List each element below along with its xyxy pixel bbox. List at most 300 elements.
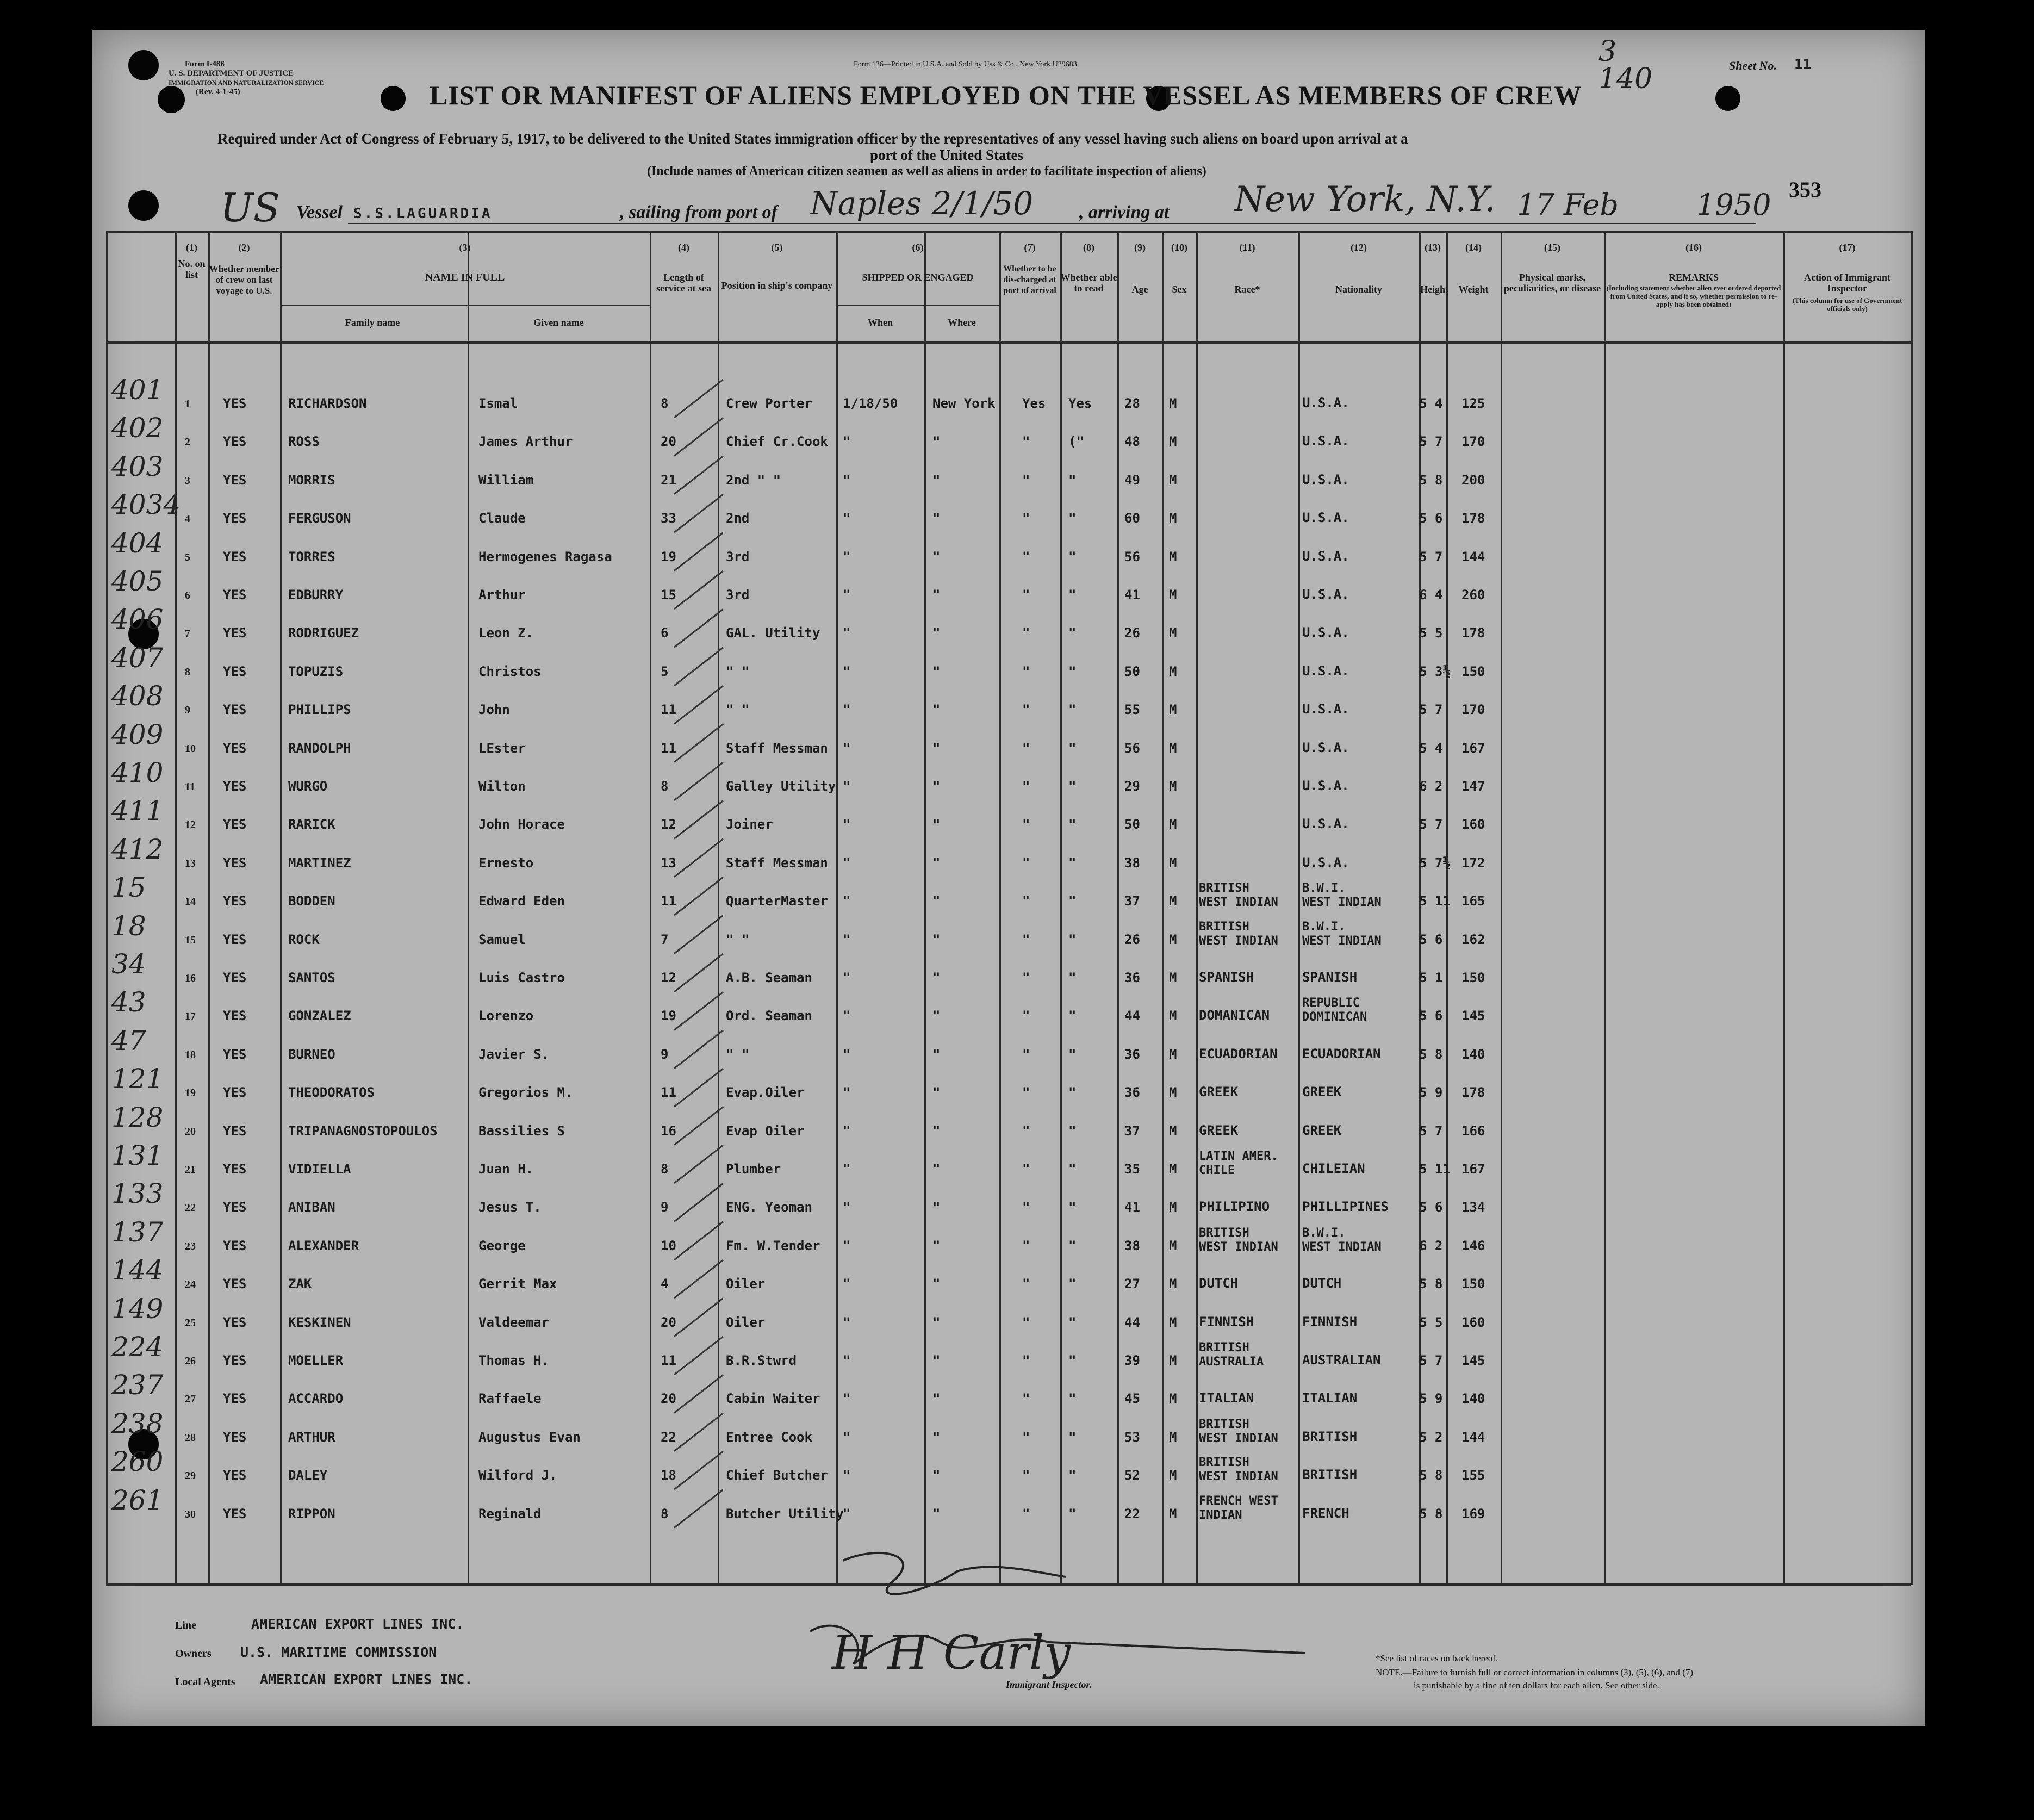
weight: 134 [1461, 1200, 1485, 1215]
sex: M [1169, 549, 1177, 564]
shipped-when: " [843, 855, 851, 871]
shipped-when: " [843, 1008, 851, 1024]
position: " " [726, 663, 750, 679]
last-voyage: YES [223, 1238, 247, 1253]
handwritten-list-number: 411 [111, 795, 164, 827]
weight: 170 [1461, 434, 1485, 450]
weight: 160 [1461, 1314, 1485, 1330]
height: 5 8 [1419, 472, 1443, 488]
service-years: 13 [661, 855, 676, 871]
race: ITALIAN [1199, 1390, 1254, 1406]
given-name: John [478, 702, 510, 718]
discharged: " [1022, 740, 1030, 756]
shipped-when: " [843, 1046, 851, 1062]
able-to-read: " [1068, 702, 1077, 718]
race: PHILIPINO [1199, 1199, 1270, 1215]
column-number: (7) [1024, 242, 1036, 253]
shipped-when: " [843, 1085, 851, 1101]
discharged: " [1022, 1314, 1030, 1330]
weight: 167 [1461, 1161, 1485, 1177]
last-voyage: YES [223, 1200, 247, 1215]
handwritten-list-number: 401 [111, 374, 164, 406]
height: 5 8 [1419, 1506, 1443, 1521]
given-name: Gerrit Max [478, 1276, 557, 1292]
col-header-height: Height [1420, 284, 1448, 295]
able-to-read: " [1068, 1123, 1077, 1139]
shipped-where: " [932, 817, 941, 833]
discharged: " [1022, 970, 1030, 985]
column-number: (12) [1351, 242, 1367, 253]
nationality: ECUADORIAN [1302, 1046, 1381, 1061]
height: 5 8 [1419, 1468, 1443, 1483]
position: " " [726, 702, 750, 718]
service-years: 20 [661, 1314, 676, 1330]
row-number: 24 [185, 1278, 196, 1291]
race: GREEK [1199, 1084, 1239, 1100]
corner-mark: 3 140 [1598, 35, 1653, 95]
family-name: RICHARDSON [288, 396, 367, 411]
age: 37 [1124, 893, 1140, 909]
family-name: TOPUZIS [288, 663, 344, 679]
family-name: TRIPANAGNOSTOPOULOS [288, 1123, 438, 1139]
row-number: 11 [185, 781, 195, 793]
given-name: Luis Castro [478, 970, 565, 985]
sheet-label: Sheet No. [1729, 59, 1777, 72]
family-name: PHILLIPS [288, 702, 351, 718]
column-number: (17) [1839, 242, 1856, 253]
weight: 140 [1461, 1046, 1485, 1062]
sheet-number: 11 [1794, 57, 1812, 73]
tally-slash [674, 1490, 723, 1528]
service-years: 11 [661, 893, 676, 909]
race: DUTCH [1199, 1276, 1239, 1291]
last-voyage: YES [223, 970, 247, 985]
sex: M [1169, 1123, 1177, 1139]
shipped-when: " [843, 1314, 851, 1330]
nationality: CHILEIAN [1302, 1161, 1365, 1176]
handwritten-list-number: 47 [111, 1024, 146, 1057]
handwritten-list-number: 224 [111, 1331, 164, 1363]
last-voyage: YES [223, 1008, 247, 1024]
shipped-where: " [932, 1276, 941, 1292]
position: Butcher Utility [726, 1506, 844, 1521]
weight: 178 [1461, 511, 1485, 526]
col-header-race: Race* [1234, 284, 1260, 295]
weight: 169 [1461, 1506, 1485, 1521]
height: 5 6 [1419, 931, 1443, 947]
shipped-where: " [932, 893, 941, 909]
note-penalty-2: is punishable by a fine of ten dollars for each alien. See other side. [1414, 1680, 1659, 1691]
weight: 166 [1461, 1123, 1485, 1139]
last-voyage: YES [223, 1353, 247, 1368]
col-header-action-detail: (This column for use of Government officials only) [1792, 296, 1902, 313]
nationality: U.S.A. [1302, 587, 1349, 602]
able-to-read: " [1068, 740, 1077, 756]
given-name: Lorenzo [478, 1008, 534, 1024]
able-to-read: (" [1068, 434, 1084, 450]
shipped-when: " [843, 1429, 851, 1445]
col-header-where: Where [948, 317, 976, 328]
discharged: " [1022, 855, 1030, 871]
port-from: Naples 2/1/50 [810, 185, 1034, 222]
service-years: 11 [661, 1353, 676, 1368]
subtitle-2: port of the United States [870, 147, 1023, 163]
height: 5 3½ [1419, 663, 1451, 679]
position: Plumber [726, 1161, 781, 1177]
discharged: " [1022, 1200, 1030, 1215]
tally-slash [674, 1299, 723, 1337]
row-number: 26 [185, 1355, 196, 1367]
column-number: (15) [1544, 242, 1560, 253]
col-header-physical: Physical marks, peculiarities, or disease [1503, 272, 1601, 294]
nationality: FINNISH [1302, 1314, 1358, 1330]
handwritten-list-number: 403 [111, 450, 164, 482]
sex: M [1169, 779, 1177, 794]
handwritten-list-number: 261 [111, 1484, 164, 1516]
age: 38 [1124, 855, 1140, 871]
shipped-where: " [932, 1314, 941, 1330]
handwritten-list-number: 260 [111, 1446, 164, 1478]
service-years: 20 [661, 434, 676, 450]
position: Galley Utility [726, 779, 836, 794]
last-voyage: YES [223, 1468, 247, 1483]
nationality: U.S.A. [1302, 625, 1349, 641]
service-years: 10 [661, 1238, 676, 1253]
row-number: 16 [185, 972, 196, 984]
given-name: Jesus T. [478, 1200, 542, 1215]
col-header-remarks: REMARKS [1668, 272, 1719, 283]
shipped-when: " [843, 663, 851, 679]
page-number: 353 [1789, 177, 1821, 202]
tally-slash [674, 1260, 723, 1298]
sex: M [1169, 702, 1177, 718]
race: BRITISH WEST INDIAN [1199, 920, 1278, 948]
row-number: 22 [185, 1202, 196, 1214]
height: 5 7 [1419, 702, 1443, 718]
handwritten-list-number: 406 [111, 604, 164, 636]
owners-value: U.S. MARITIME COMMISSION [240, 1644, 437, 1660]
service-years: 15 [661, 587, 676, 602]
weight: 160 [1461, 817, 1485, 833]
tally-slash [674, 1183, 723, 1221]
able-to-read: " [1068, 549, 1077, 564]
column-number: (6) [912, 242, 924, 253]
discharged: " [1022, 1123, 1030, 1139]
row-number: 12 [185, 819, 196, 831]
given-name: Claude [478, 511, 526, 526]
discharged: " [1022, 1506, 1030, 1521]
shipped-where: New York [932, 396, 996, 411]
shipped-where: " [932, 970, 941, 985]
family-name: FERGUSON [288, 511, 351, 526]
last-voyage: YES [223, 549, 247, 564]
handwritten-list-number: 402 [111, 412, 164, 444]
position: " " [726, 931, 750, 947]
subtitle-3: (Include names of American citizen seamen as well as aliens in order to facilitate inspection of aliens) [647, 164, 1206, 178]
nationality: U.S.A. [1302, 740, 1349, 755]
last-voyage: YES [223, 817, 247, 833]
given-name: William [478, 472, 534, 488]
nationality: B.W.I. WEST INDIAN [1302, 920, 1382, 948]
able-to-read: " [1068, 931, 1077, 947]
height: 5 11 [1419, 1161, 1451, 1177]
family-name: BODDEN [288, 893, 335, 909]
shipped-when: " [843, 817, 851, 833]
age: 36 [1124, 1085, 1140, 1101]
shipped-where: " [932, 702, 941, 718]
shipped-when: " [843, 970, 851, 985]
last-voyage: YES [223, 472, 247, 488]
service-years: 21 [661, 472, 676, 488]
position: 3rd [726, 549, 750, 564]
shipped-when: " [843, 1161, 851, 1177]
position: " " [726, 1046, 750, 1062]
col-header-weight: Weight [1458, 284, 1489, 295]
given-name: Hermogenes Ragasa [478, 549, 612, 564]
shipped-where: " [932, 1161, 941, 1177]
shipped-where: " [932, 663, 941, 679]
age: 50 [1124, 663, 1140, 679]
discharged: " [1022, 663, 1030, 679]
shipped-when: " [843, 1123, 851, 1139]
discharged: " [1022, 625, 1030, 641]
given-name: Javier S. [478, 1046, 550, 1062]
column-number: (1) [186, 242, 197, 253]
age: 44 [1124, 1008, 1140, 1024]
family-name: WURGO [288, 779, 328, 794]
owners-label: Owners [175, 1648, 212, 1660]
shipped-where: " [932, 1468, 941, 1483]
sex: M [1169, 931, 1177, 947]
last-voyage: YES [223, 511, 247, 526]
able-to-read: " [1068, 1238, 1077, 1253]
column-number: (13) [1425, 242, 1441, 253]
tally-slash [674, 380, 723, 418]
family-name: GONZALEZ [288, 1008, 351, 1024]
race: LATIN AMER. CHILE [1199, 1150, 1278, 1177]
height: 5 6 [1419, 1200, 1443, 1215]
race: SPANISH [1199, 970, 1254, 985]
nationality: B.W.I. WEST INDIAN [1302, 881, 1382, 910]
nationality: BRITISH [1302, 1467, 1358, 1483]
age: 28 [1124, 396, 1140, 411]
row-number: 20 [185, 1125, 196, 1138]
able-to-read: Yes [1068, 396, 1092, 411]
race: DOMANICAN [1199, 1008, 1270, 1023]
family-name: RIPPON [288, 1506, 335, 1521]
shipped-when: " [843, 434, 851, 450]
weight: 145 [1461, 1353, 1485, 1368]
shipped-where: " [932, 1238, 941, 1253]
race: BRITISH WEST INDIAN [1199, 1226, 1278, 1254]
age: 55 [1124, 702, 1140, 718]
row-number: 25 [185, 1316, 196, 1329]
tally-slash [674, 954, 723, 992]
height: 5 9 [1419, 1085, 1443, 1101]
given-name: George [478, 1238, 526, 1253]
tally-slash [674, 724, 723, 762]
service-years: 8 [661, 396, 669, 411]
able-to-read: " [1068, 893, 1077, 909]
age: 56 [1124, 549, 1140, 564]
service-years: 12 [661, 970, 676, 985]
discharged: " [1022, 1429, 1030, 1445]
service-years: 8 [661, 1161, 669, 1177]
service-years: 8 [661, 1506, 669, 1521]
service-name: IMMIGRATION AND NATURALIZATION SERVICE [169, 79, 324, 86]
service-years: 19 [661, 549, 676, 564]
row-number: 23 [185, 1240, 196, 1252]
height: 5 7 [1419, 434, 1443, 450]
able-to-read: " [1068, 587, 1077, 602]
line-value: AMERICAN EXPORT LINES INC. [251, 1616, 464, 1632]
given-name: Reginald [478, 1506, 542, 1521]
shipped-when: 1/18/50 [843, 396, 898, 411]
col-header-service: Length of service at sea [656, 272, 711, 294]
age: 50 [1124, 817, 1140, 833]
handwritten-list-number: 144 [111, 1254, 164, 1287]
height: 5 5 [1419, 1314, 1443, 1330]
row-number: 19 [185, 1087, 196, 1100]
height: 5 4 [1419, 396, 1443, 411]
sex: M [1169, 1353, 1177, 1368]
given-name: Valdeemar [478, 1314, 550, 1330]
handwritten-list-number: 405 [111, 566, 164, 597]
row-number: 1 [185, 398, 190, 410]
family-name: ROCK [288, 931, 320, 947]
sex: M [1169, 1085, 1177, 1101]
sex: M [1169, 1314, 1177, 1330]
last-voyage: YES [223, 893, 247, 909]
nationality: U.S.A. [1302, 816, 1349, 832]
family-name: KESKINEN [288, 1314, 351, 1330]
tally-slash [674, 494, 723, 532]
able-to-read: " [1068, 855, 1077, 871]
position: Fm. W.Tender [726, 1238, 820, 1253]
handwritten-list-number: 412 [111, 833, 164, 865]
family-name: VIDIELLA [288, 1161, 351, 1177]
column-number: (5) [771, 242, 783, 253]
able-to-read: " [1068, 970, 1077, 985]
sex: M [1169, 1238, 1177, 1253]
height: 5 7 [1419, 817, 1443, 833]
row-number: 4 [185, 513, 190, 525]
nationality: SPANISH [1302, 970, 1358, 985]
age: 52 [1124, 1468, 1140, 1483]
discharged: " [1022, 931, 1030, 947]
tally-slash [674, 1107, 723, 1145]
sex: M [1169, 1200, 1177, 1215]
handwritten-list-number: 131 [111, 1140, 164, 1171]
tally-slash [674, 1413, 723, 1451]
last-voyage: YES [223, 779, 247, 794]
sex: M [1169, 740, 1177, 756]
shipped-where: " [932, 587, 941, 602]
race: ECUADORIAN [1199, 1046, 1278, 1061]
last-voyage: YES [223, 434, 247, 450]
age: 22 [1124, 1506, 1140, 1521]
weight: 144 [1461, 549, 1485, 564]
shipped-when: " [843, 1238, 851, 1253]
weight: 144 [1461, 1429, 1485, 1445]
service-years: 11 [661, 740, 676, 756]
given-name: Edward Eden [478, 893, 565, 909]
discharged: " [1022, 779, 1030, 794]
given-name: Ernesto [478, 855, 534, 871]
sex: M [1169, 1008, 1177, 1024]
shipped-where: " [932, 1429, 941, 1445]
agents-value: AMERICAN EXPORT LINES INC. [260, 1672, 473, 1687]
age: 49 [1124, 472, 1140, 488]
shipped-when: " [843, 1468, 851, 1483]
shipped-when: " [843, 549, 851, 564]
last-voyage: YES [223, 740, 247, 756]
discharged: " [1022, 893, 1030, 909]
nationality: U.S.A. [1302, 663, 1349, 679]
discharged: " [1022, 1391, 1030, 1407]
sex: M [1169, 396, 1177, 411]
subtitle-1: Required under Act of Congress of February 5, 1917, to be delivered to the United States immigration officer by the representatives of any vessel having such aliens on board upon arrival at a [217, 131, 1408, 147]
weight: 146 [1461, 1238, 1485, 1253]
sex: M [1169, 1276, 1177, 1292]
race: BRITISH WEST INDIAN [1199, 881, 1278, 910]
family-name: MARTINEZ [288, 855, 351, 871]
discharged: " [1022, 549, 1030, 564]
nationality: U.S.A. [1302, 778, 1349, 793]
service-years: 11 [661, 1085, 676, 1101]
age: 26 [1124, 931, 1140, 947]
handwritten-list-number: 121 [111, 1063, 164, 1095]
nationality: U.S.A. [1302, 395, 1349, 411]
age: 60 [1124, 511, 1140, 526]
height: 5 6 [1419, 1008, 1443, 1024]
sex: M [1169, 1161, 1177, 1177]
shipped-when: " [843, 893, 851, 909]
handwritten-list-number: 4034 [111, 489, 181, 521]
discharged: " [1022, 1008, 1030, 1024]
col-header-nationality: Nationality [1335, 284, 1382, 295]
tally-slash [674, 686, 723, 724]
handwritten-list-number: 128 [111, 1101, 164, 1133]
handwritten-list-number: 238 [111, 1407, 164, 1439]
shipped-where: " [932, 1391, 941, 1407]
shipped-when: " [843, 779, 851, 794]
shipped-where: " [932, 779, 941, 794]
handwritten-list-number: 409 [111, 718, 164, 750]
row-number: 18 [185, 1048, 196, 1061]
discharged: " [1022, 702, 1030, 718]
sex: M [1169, 893, 1177, 909]
able-to-read: " [1068, 1161, 1077, 1177]
sailing-label: , sailing from port of [620, 202, 777, 222]
tally-slash [674, 992, 723, 1030]
weight: 178 [1461, 1085, 1485, 1101]
col-header-name: NAME IN FULL [425, 271, 505, 283]
position: QuarterMaster [726, 893, 828, 909]
shipped-when: " [843, 625, 851, 641]
sex: M [1169, 970, 1177, 985]
handwritten-list-number: 404 [111, 527, 164, 559]
vessel-label: Vessel [296, 202, 343, 222]
handwritten-list-number: 43 [111, 986, 146, 1018]
nationality: REPUBLIC DOMINICAN [1302, 996, 1367, 1024]
service-years: 9 [661, 1046, 669, 1062]
able-to-read: " [1068, 1085, 1077, 1101]
column-number: (10) [1171, 242, 1187, 253]
agents-label: Local Agents [175, 1676, 235, 1688]
discharged: " [1022, 511, 1030, 526]
weight: 200 [1461, 472, 1485, 488]
